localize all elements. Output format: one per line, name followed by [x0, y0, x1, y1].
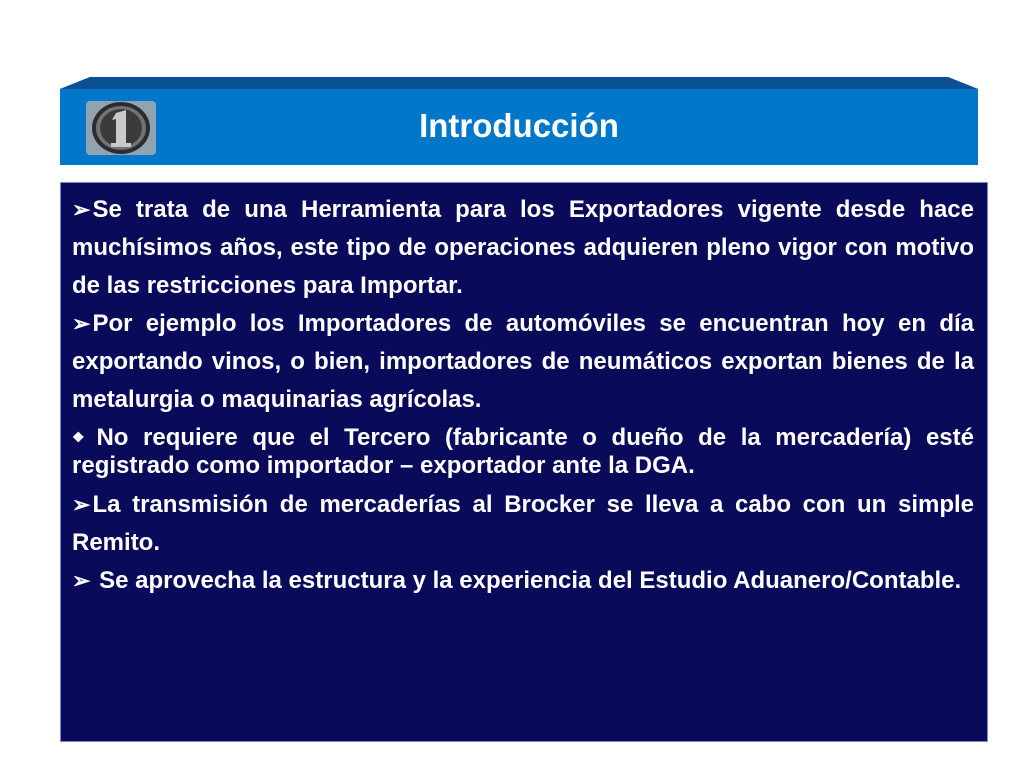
- bullet-paragraph: [72, 562, 974, 600]
- paragraph-text: La transmisión de mercaderías al Brocker se lleva a cabo con un simple Remito.: [72, 491, 974, 556]
- slide-header: [60, 77, 978, 165]
- arrow-bullet-icon: ➢: [72, 197, 91, 222]
- bullet-paragraph: [72, 486, 974, 562]
- bullet-paragraph: [72, 423, 974, 480]
- content-panel: [60, 182, 988, 742]
- bullet-paragraph: [72, 191, 974, 305]
- arrow-bullet-icon: ➢: [72, 492, 91, 517]
- paragraph-text: Por ejemplo los Importadores de automóviles se encuentran hoy en día exportando vinos, o bien, importadores de neumáticos exportan bienes de la metalurgia o maquinarias agrícolas.: [72, 310, 974, 413]
- arrow-bullet-icon: ➢: [72, 311, 91, 336]
- paragraph-text: Se aprovecha la estructura y la experiencia del Estudio Aduanero/Contable.: [92, 567, 962, 594]
- paragraph-text: No requiere que el Tercero (fabricante o dueño de la mercadería) esté registrado como importador – exportador ante la DGA.: [72, 424, 974, 479]
- diamond-bullet-icon: ❖: [72, 429, 93, 445]
- arrow-bullet-icon: ➢: [72, 568, 91, 593]
- bullet-paragraph: [72, 305, 974, 419]
- paragraph-text: Se trata de una Herramienta para los Exportadores vigente desde hace muchísimos años, este tipo de operaciones adquieren pleno vigor con motivo de las restricciones para Importar.: [72, 196, 974, 299]
- page-title: Introducción: [419, 107, 619, 144]
